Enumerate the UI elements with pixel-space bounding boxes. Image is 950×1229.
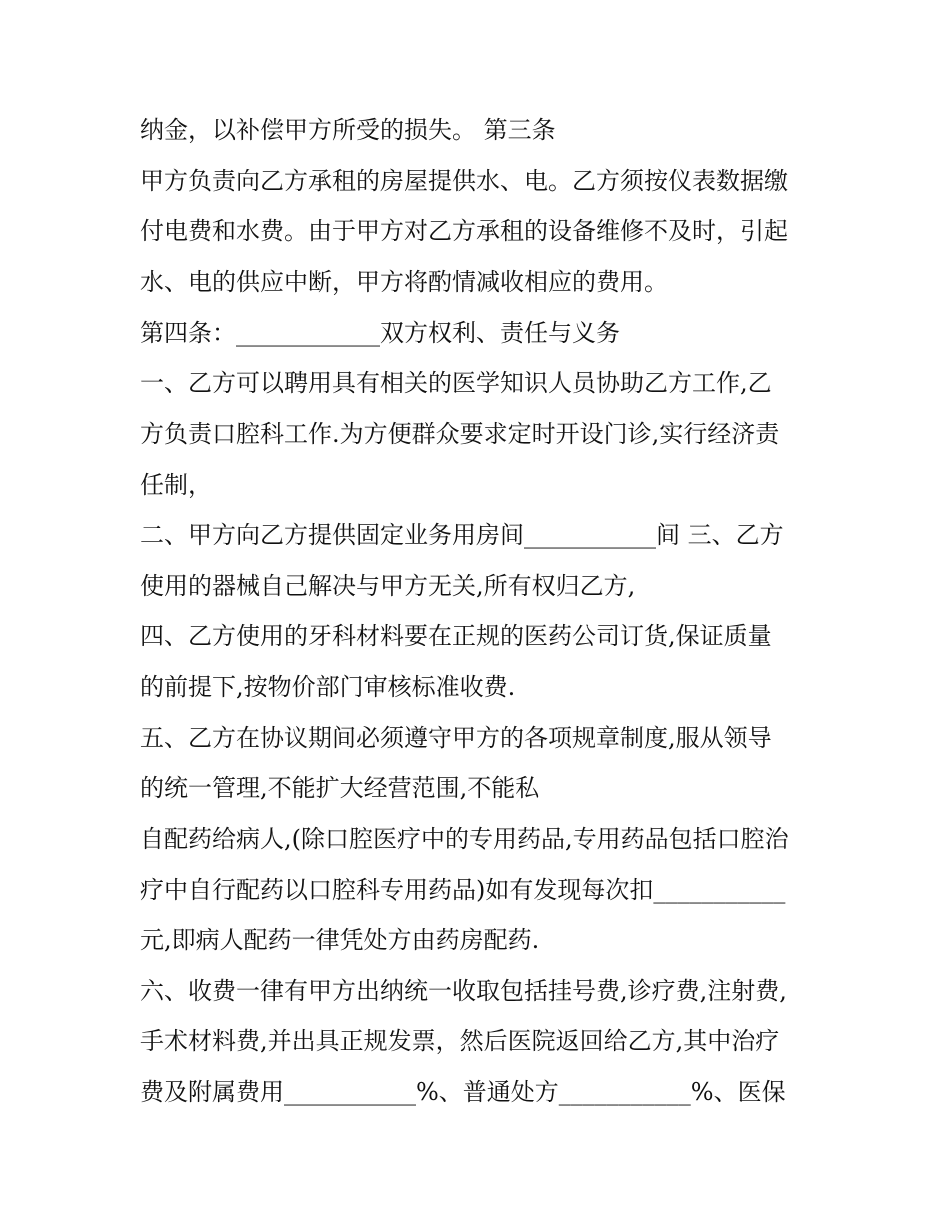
text-line: 自配药给病人,(除口腔医疗中的专用药品,专用药品包括口腔治 xyxy=(140,825,789,853)
text-line: 五、乙方在协议期间必须遵守甲方的各项规章制度,服从领导 xyxy=(140,724,772,752)
text-line: 手术材料费,并出具正规发票，然后医院返回给乙方,其中治疗 xyxy=(140,1027,780,1055)
text-line: 的前提下,按物价部门审核标准收费. xyxy=(140,673,516,701)
text-line: 纳金，以补偿甲方所受的损失。 第三条 xyxy=(140,116,556,144)
text-line: 费及附属费用___________%、普通处方___________%、医保 xyxy=(140,1078,786,1106)
text-line: 使用的器械自己解决与甲方无关,所有权归乙方, xyxy=(140,572,636,600)
article-heading: 第四条：____________双方权利、责任与义务 xyxy=(140,319,620,347)
text-line: 一、乙方可以聘用具有相关的医学知识人员协助乙方工作,乙 xyxy=(140,369,772,397)
text-line: 疗中自行配药以口腔科专用药品)如有发现每次扣___________ xyxy=(140,876,786,904)
text-line: 的统一管理,不能扩大经营范围,不能私 xyxy=(140,774,540,802)
text-line: 二、甲方向乙方提供固定业务用房间___________间 三、乙方 xyxy=(140,521,784,549)
text-line: 甲方负责向乙方承租的房屋提供水、电。乙方须按仪表数据缴 xyxy=(140,167,788,195)
text-line: 元,即病人配药一律凭处方由药房配药. xyxy=(140,926,540,954)
text-line: 六、收费一律有甲方出纳统一收取包括挂号费,诊疗费,注射费, xyxy=(140,977,787,1005)
text-line: 水、电的供应中断，甲方将酌情减收相应的费用。 xyxy=(140,268,668,296)
text-line: 四、乙方使用的牙科材料要在正规的医药公司订货,保证质量 xyxy=(140,622,772,650)
text-line: 付电费和水费。由于甲方对乙方承租的设备维修不及时，引起 xyxy=(140,217,788,245)
text-line: 方负责口腔科工作.为方便群众要求定时开设门诊,实行经济责 xyxy=(140,420,780,448)
text-line: 任制， xyxy=(140,471,212,499)
